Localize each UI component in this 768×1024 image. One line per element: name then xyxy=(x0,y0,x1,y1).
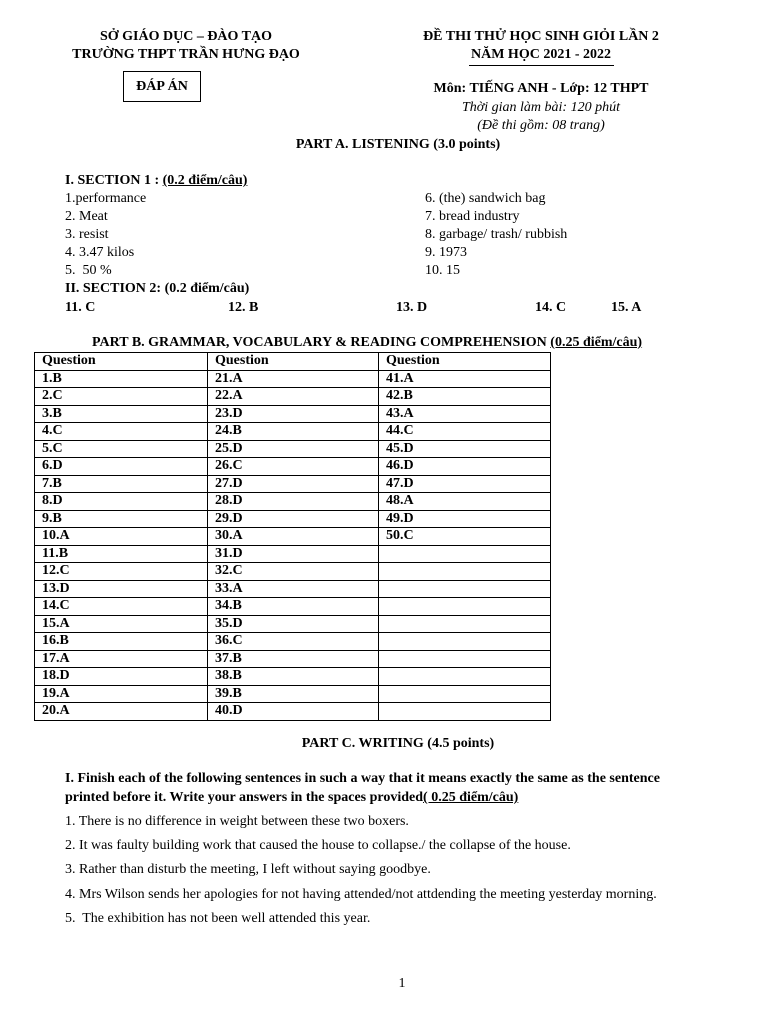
answer-cell xyxy=(379,685,551,703)
answer-cell: 32.C xyxy=(208,563,379,581)
answer-cell xyxy=(379,545,551,563)
section-2-answer: 12. B xyxy=(228,300,259,315)
answer-cell: 36.C xyxy=(208,633,379,651)
section-1-answer: 4. 3.47 kilos xyxy=(65,245,135,260)
column-header: Question xyxy=(379,353,551,371)
school-year: NĂM HỌC 2021 - 2022 xyxy=(471,47,611,62)
answer-cell xyxy=(379,650,551,668)
answer-cell: 27.D xyxy=(208,475,379,493)
answer-key-label: ĐÁP ÁN xyxy=(123,71,201,102)
answer-cell: 26.C xyxy=(208,458,379,476)
answer-cell: 33.A xyxy=(208,580,379,598)
answer-cell: 11.B xyxy=(35,545,208,563)
answer-cell: 31.D xyxy=(208,545,379,563)
table-row xyxy=(35,703,551,721)
table-row xyxy=(35,580,551,598)
exam-title: ĐỀ THI THỬ HỌC SINH GIỎI LẦN 2 xyxy=(423,29,659,44)
answer-cell: 30.A xyxy=(208,528,379,546)
answer-cell: 13.D xyxy=(35,580,208,598)
writing-answer: 2. It was faulty building work that caused the house to collapse./ the collapse of the house. xyxy=(65,838,571,853)
answer-cell: 8.D xyxy=(35,493,208,511)
table-row xyxy=(35,493,551,511)
answer-cell: 4.C xyxy=(35,423,208,441)
answer-cell: 40.D xyxy=(208,703,379,721)
part-c-title: PART C. WRITING (4.5 points) xyxy=(301,736,495,751)
answer-cell: 34.B xyxy=(208,598,379,616)
answer-table xyxy=(34,352,551,721)
answer-cell: 25.D xyxy=(208,440,379,458)
answer-table-header xyxy=(35,353,551,371)
answer-cell: 6.D xyxy=(35,458,208,476)
school-name: TRƯỜNG THPT TRẦN HƯNG ĐẠO xyxy=(72,47,300,62)
answer-cell: 46.D xyxy=(379,458,551,476)
answer-cell: 17.A xyxy=(35,650,208,668)
table-row xyxy=(35,440,551,458)
section-2-answer: 11. C xyxy=(65,300,96,315)
answer-cell: 19.A xyxy=(35,685,208,703)
answer-cell: 21.A xyxy=(208,370,379,388)
table-row xyxy=(35,458,551,476)
section-1-answer: 6. (the) sandwich bag xyxy=(425,191,546,206)
answer-cell: 38.B xyxy=(208,668,379,686)
answer-cell: 7.B xyxy=(35,475,208,493)
column-header: Question xyxy=(35,353,208,371)
table-row xyxy=(35,405,551,423)
writing-answer: 5. The exhibition has not been well attended this year. xyxy=(65,911,371,926)
table-row xyxy=(35,633,551,651)
answer-cell: 48.A xyxy=(379,493,551,511)
answer-cell: 35.D xyxy=(208,615,379,633)
answer-cell: 15.A xyxy=(35,615,208,633)
section-1-answer: 5. 50 % xyxy=(65,263,112,278)
answer-cell: 43.A xyxy=(379,405,551,423)
answer-cell: 12.C xyxy=(35,563,208,581)
section-1-answer: 1.performance xyxy=(65,191,147,206)
part-c-points: ( 0.25 điểm/câu) xyxy=(423,790,519,805)
answer-cell: 18.D xyxy=(35,668,208,686)
department-name: SỞ GIÁO DỤC – ĐÀO TẠO xyxy=(99,29,273,44)
answer-cell xyxy=(379,703,551,721)
answer-cell: 29.D xyxy=(208,510,379,528)
page-number: 1 xyxy=(398,976,406,991)
table-row xyxy=(35,370,551,388)
answer-cell: 5.C xyxy=(35,440,208,458)
answer-cell: 50.C xyxy=(379,528,551,546)
section-2-answer: 15. A xyxy=(611,300,642,315)
answer-cell: 39.B xyxy=(208,685,379,703)
table-row xyxy=(35,388,551,406)
table-row xyxy=(35,545,551,563)
answer-cell: 24.B xyxy=(208,423,379,441)
section-2-answer: 13. D xyxy=(396,300,428,315)
answer-cell xyxy=(379,615,551,633)
writing-answer: 4. Mrs Wilson sends her apologies for not having attended/not attdending the meeting yesterday morning. xyxy=(65,887,657,902)
section-2-heading: II. SECTION 2: (0.2 điểm/câu) xyxy=(65,281,250,296)
section-1-answer: 10. 15 xyxy=(425,263,460,278)
column-header: Question xyxy=(208,353,379,371)
section-1-answer: 3. resist xyxy=(65,227,109,242)
section-2-answer: 14. C xyxy=(535,300,567,315)
answer-cell: 28.D xyxy=(208,493,379,511)
part-c-instruction-line-1: I. Finish each of the following sentences in such a way that it means exactly the same as the sentence xyxy=(65,771,660,786)
writing-answer: 1. There is no difference in weight between these two boxers. xyxy=(65,814,409,829)
table-row xyxy=(35,563,551,581)
section-1-answer: 2. Meat xyxy=(65,209,108,224)
table-row xyxy=(35,598,551,616)
table-row xyxy=(35,423,551,441)
answer-cell: 3.B xyxy=(35,405,208,423)
table-row xyxy=(35,528,551,546)
answer-cell: 10.A xyxy=(35,528,208,546)
table-row xyxy=(35,615,551,633)
section-1-answer: 9. 1973 xyxy=(425,245,467,260)
answer-cell: 44.C xyxy=(379,423,551,441)
answer-cell: 42.B xyxy=(379,388,551,406)
subject-line: Môn: TIẾNG ANH - Lớp: 12 THPT xyxy=(433,81,649,96)
answer-cell xyxy=(379,563,551,581)
answer-cell xyxy=(379,668,551,686)
section-1-heading xyxy=(65,172,247,190)
answer-cell: 1.B xyxy=(35,370,208,388)
answer-cell: 16.B xyxy=(35,633,208,651)
section-1-points: (0.2 điểm/câu) xyxy=(162,173,248,188)
answer-cell: 37.B xyxy=(208,650,379,668)
part-b-points: (0.25 điểm/câu) xyxy=(550,335,643,350)
answer-cell: 45.D xyxy=(379,440,551,458)
answer-cell: 2.C xyxy=(35,388,208,406)
answer-cell: 9.B xyxy=(35,510,208,528)
answer-cell: 41.A xyxy=(379,370,551,388)
table-row xyxy=(35,685,551,703)
answer-cell: 49.D xyxy=(379,510,551,528)
answer-cell: 47.D xyxy=(379,475,551,493)
header-divider xyxy=(469,65,614,66)
table-row xyxy=(35,510,551,528)
page-count: (Đề thi gồm: 08 trang) xyxy=(477,118,605,133)
answer-cell: 23.D xyxy=(208,405,379,423)
part-c-instruction-line-2 xyxy=(65,789,518,807)
answer-cell xyxy=(379,580,551,598)
answer-cell xyxy=(379,633,551,651)
table-row xyxy=(35,668,551,686)
part-b-title xyxy=(92,334,642,352)
part-b-title-text: PART B. GRAMMAR, VOCABULARY & READING COMPREHENSION xyxy=(92,335,551,350)
table-row xyxy=(35,650,551,668)
section-1-answer: 7. bread industry xyxy=(425,209,520,224)
answer-cell: 14.C xyxy=(35,598,208,616)
answer-cell xyxy=(379,598,551,616)
writing-answer: 3. Rather than disturb the meeting, I left without saying goodbye. xyxy=(65,862,431,877)
answer-cell: 22.A xyxy=(208,388,379,406)
answer-cell: 20.A xyxy=(35,703,208,721)
part-a-title: PART A. LISTENING (3.0 points) xyxy=(295,137,501,152)
time-allowed: Thời gian làm bài: 120 phút xyxy=(462,100,620,115)
section-1-label: I. SECTION 1 : xyxy=(65,173,163,188)
part-c-instruction-text: printed before it. Write your answers in the spaces provided xyxy=(65,790,424,805)
section-1-answer: 8. garbage/ trash/ rubbish xyxy=(425,227,568,242)
table-row xyxy=(35,475,551,493)
